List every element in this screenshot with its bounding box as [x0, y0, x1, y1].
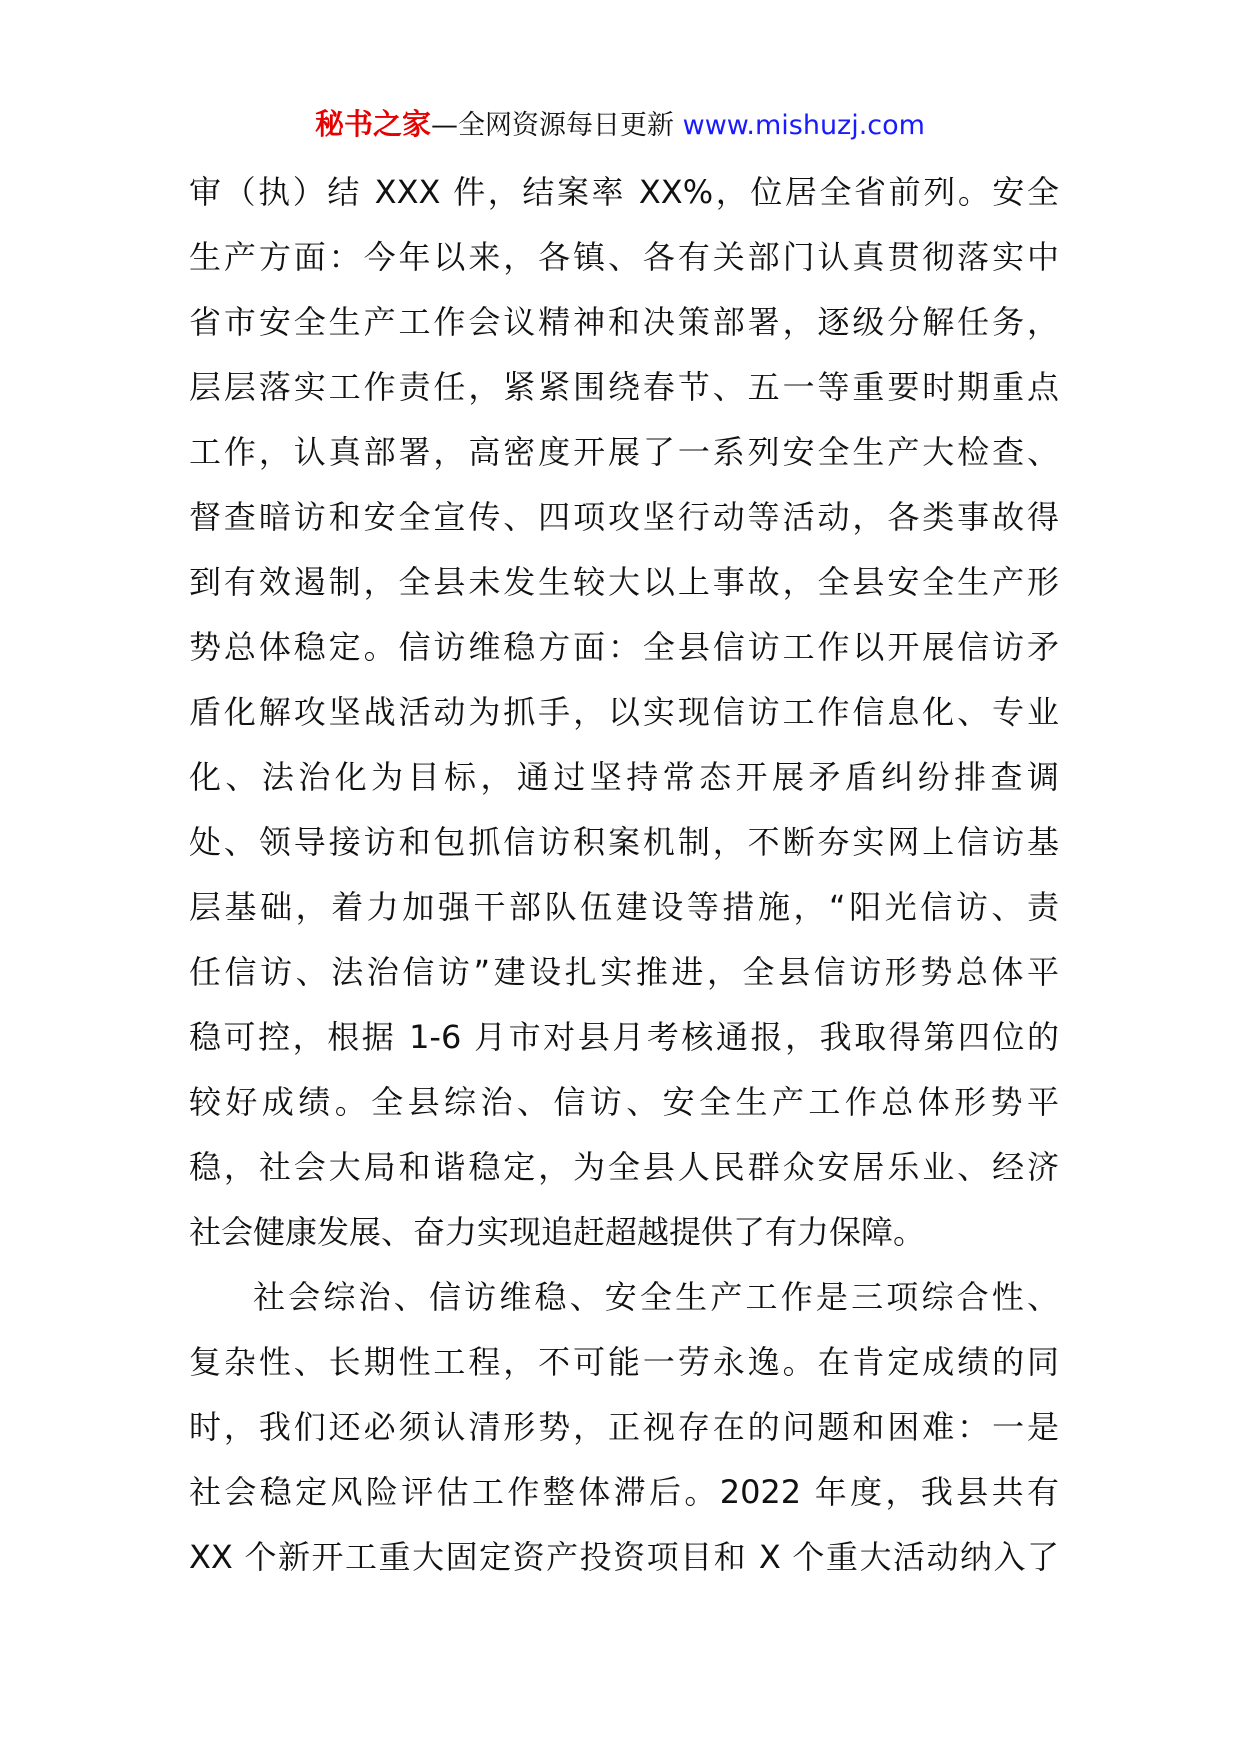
text-line: 督查暗访和安全宣传、四项攻坚行动等活动，各类事故得: [189, 498, 1059, 536]
text-line: 盾化解攻坚战活动为抓手，以实现信访工作信息化、专业: [189, 693, 1059, 731]
site-brand: 秘书之家: [315, 107, 432, 141]
text-line: 层层落实工作责任，紧紧围绕春节、五一等重要时期重点: [189, 368, 1059, 406]
document-body: [189, 160, 1059, 1590]
paragraph-2: [189, 1265, 1059, 1590]
text-line: XX 个新开工重大固定资产投资项目和 X 个重大活动纳入了: [189, 1538, 1059, 1576]
text-line: 势总体稳定。信访维稳方面：全县信访工作以开展信访矛: [189, 628, 1059, 666]
text-line: 较好成绩。全县综治、信访、安全生产工作总体形势平: [189, 1083, 1059, 1121]
paragraph-1: [189, 160, 1059, 1265]
text-line: 社会综治、信访维稳、安全生产工作是三项综合性、: [253, 1278, 1059, 1316]
text-line: 社会稳定风险评估工作整体滞后。2022 年度，我县共有: [189, 1473, 1059, 1511]
text-line: 稳可控，根据 1-6 月市对县月考核通报，我取得第四位的: [189, 1018, 1059, 1056]
site-tagline: —全网资源每日更新: [431, 110, 675, 141]
text-line: 时，我们还必须认清形势，正视存在的问题和困难：一是: [189, 1408, 1059, 1446]
text-line: 社会健康发展、奋力实现追赶超越提供了有力保障。: [189, 1213, 926, 1251]
text-line: 化、法治化为目标，通过坚持常态开展矛盾纠纷排查调: [189, 758, 1059, 796]
text-line: 审（执）结 XXX 件，结案率 XX%，位居全省前列。安全: [189, 173, 1059, 211]
text-line: 省市安全生产工作会议精神和决策部署，逐级分解任务，: [189, 303, 1059, 341]
site-header: [0, 104, 1240, 146]
site-url-link[interactable]: www.mishuzj.com: [682, 110, 925, 141]
text-line: 生产方面：今年以来，各镇、各有关部门认真贯彻落实中: [189, 238, 1059, 276]
text-line: 复杂性、长期性工程，不可能一劳永逸。在肯定成绩的同: [189, 1343, 1059, 1381]
text-line: 到有效遏制，全县未发生较大以上事故，全县安全生产形: [189, 563, 1059, 601]
text-line: 工作，认真部署，高密度开展了一系列安全生产大检查、: [189, 433, 1059, 471]
text-line: 层基础，着力加强干部队伍建设等措施，“阳光信访、责: [189, 888, 1059, 926]
text-line: 任信访、法治信访”建设扎实推进，全县信访形势总体平: [189, 953, 1059, 991]
text-line: 稳，社会大局和谐稳定，为全县人民群众安居乐业、经济: [189, 1148, 1059, 1186]
text-line: 处、领导接访和包抓信访积案机制，不断夯实网上信访基: [189, 823, 1059, 861]
